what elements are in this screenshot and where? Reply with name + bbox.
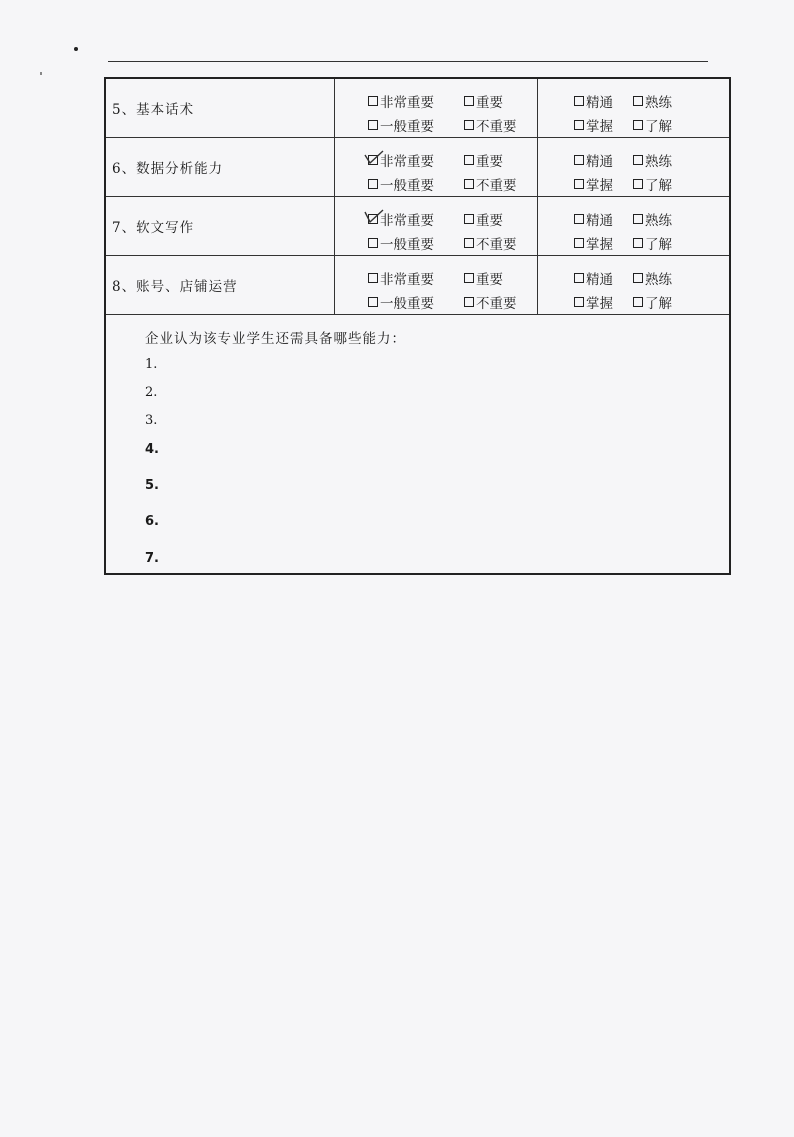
header-rule (108, 61, 708, 62)
option-not-important[interactable]: 不重要 (464, 233, 517, 253)
checkbox[interactable] (574, 214, 584, 224)
mastery-options (538, 138, 729, 196)
answer-line-1[interactable]: 1. (145, 357, 158, 372)
option-expert[interactable]: 精通 (574, 150, 613, 170)
checkbox[interactable] (633, 214, 643, 224)
page-mark (74, 47, 78, 51)
section-title: 企业认为该专业学生还需具备哪些能力： (145, 331, 406, 347)
checkbox[interactable] (368, 238, 378, 248)
checkbox[interactable] (574, 238, 584, 248)
option-proficient[interactable]: 熟练 (633, 150, 672, 170)
table-row (106, 256, 729, 315)
survey-table (104, 77, 731, 575)
checkbox[interactable] (574, 96, 584, 106)
answer-line-3[interactable]: 3. (145, 413, 158, 428)
checkbox[interactable] (368, 120, 378, 130)
answer-line-6[interactable]: 6. (145, 514, 159, 529)
option-expert[interactable]: 精通 (574, 209, 613, 229)
answer-line-4[interactable]: 4. (145, 442, 159, 457)
checkbox[interactable] (633, 96, 643, 106)
option-important[interactable]: 重要 (464, 150, 503, 170)
checkbox[interactable] (464, 214, 474, 224)
additional-abilities-section (106, 315, 729, 573)
checkbox[interactable] (574, 297, 584, 307)
checkbox[interactable] (633, 120, 643, 130)
option-expert[interactable]: 精通 (574, 268, 613, 288)
checkbox-checked[interactable] (368, 214, 378, 224)
option-important[interactable]: 重要 (464, 268, 503, 288)
checkbox[interactable] (464, 179, 474, 189)
importance-options (335, 197, 538, 255)
mastery-options (538, 256, 729, 314)
option-not-important[interactable]: 不重要 (464, 292, 517, 312)
table-row (106, 197, 729, 256)
option-very-important[interactable]: 非常重要 (368, 91, 434, 111)
checkbox[interactable] (464, 238, 474, 248)
option-understand[interactable]: 了解 (633, 292, 672, 312)
answer-line-5[interactable]: 5. (145, 478, 159, 493)
checkbox[interactable] (368, 96, 378, 106)
checkbox[interactable] (464, 96, 474, 106)
option-important[interactable]: 重要 (464, 209, 503, 229)
skill-label: 7、软文写作 (112, 220, 195, 236)
mastery-options (538, 197, 729, 255)
option-not-important[interactable]: 不重要 (464, 115, 517, 135)
mastery-options (538, 79, 729, 137)
checkbox[interactable] (633, 297, 643, 307)
option-very-important[interactable]: 非常重要 (368, 209, 434, 229)
option-important[interactable]: 重要 (464, 91, 503, 111)
skill-label: 5、基本话术 (112, 102, 195, 118)
checkbox[interactable] (633, 273, 643, 283)
checkbox[interactable] (574, 155, 584, 165)
option-understand[interactable]: 了解 (633, 115, 672, 135)
skill-label: 8、账号、店铺运营 (112, 279, 238, 295)
checkbox[interactable] (633, 238, 643, 248)
option-proficient[interactable]: 熟练 (633, 268, 672, 288)
checkbox[interactable] (633, 155, 643, 165)
answer-line-7[interactable]: 7. (145, 551, 159, 566)
checkbox[interactable] (368, 273, 378, 283)
table-row (106, 79, 729, 138)
option-moderately-important[interactable]: 一般重要 (368, 115, 434, 135)
checkbox[interactable] (464, 273, 474, 283)
scan-speck (40, 72, 42, 75)
option-expert[interactable]: 精通 (574, 91, 613, 111)
option-grasp[interactable]: 掌握 (574, 115, 613, 135)
option-very-important[interactable]: 非常重要 (368, 150, 434, 170)
option-proficient[interactable]: 熟练 (633, 91, 672, 111)
answer-line-2[interactable]: 2. (145, 385, 158, 400)
checkbox[interactable] (464, 297, 474, 307)
option-very-important[interactable]: 非常重要 (368, 268, 434, 288)
checkbox-checked[interactable] (368, 155, 378, 165)
option-understand[interactable]: 了解 (633, 174, 672, 194)
option-moderately-important[interactable]: 一般重要 (368, 174, 434, 194)
checkbox[interactable] (368, 179, 378, 189)
skill-label: 6、数据分析能力 (112, 161, 224, 177)
option-grasp[interactable]: 掌握 (574, 174, 613, 194)
option-moderately-important[interactable]: 一般重要 (368, 233, 434, 253)
importance-options (335, 79, 538, 137)
option-not-important[interactable]: 不重要 (464, 174, 517, 194)
checkbox[interactable] (574, 273, 584, 283)
checkbox[interactable] (574, 179, 584, 189)
option-proficient[interactable]: 熟练 (633, 209, 672, 229)
checkbox[interactable] (633, 179, 643, 189)
option-moderately-important[interactable]: 一般重要 (368, 292, 434, 312)
importance-options (335, 138, 538, 196)
checkbox[interactable] (464, 155, 474, 165)
table-row (106, 138, 729, 197)
option-understand[interactable]: 了解 (633, 233, 672, 253)
importance-options (335, 256, 538, 314)
checkbox[interactable] (368, 297, 378, 307)
option-grasp[interactable]: 掌握 (574, 233, 613, 253)
option-grasp[interactable]: 掌握 (574, 292, 613, 312)
checkbox[interactable] (574, 120, 584, 130)
checkbox[interactable] (464, 120, 474, 130)
